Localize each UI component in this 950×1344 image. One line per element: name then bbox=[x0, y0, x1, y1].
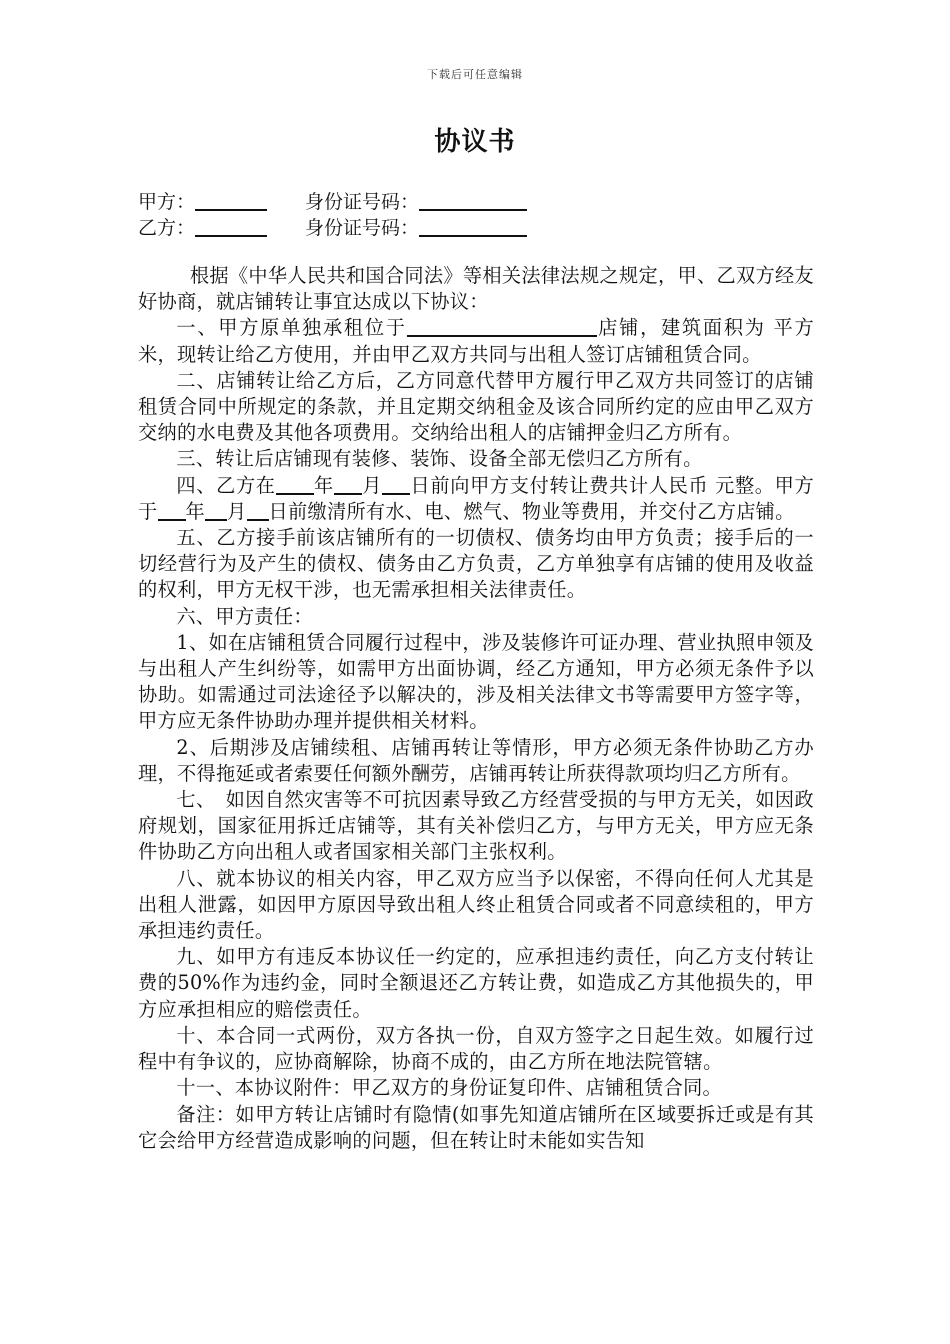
party-a-label: 甲方： bbox=[138, 191, 196, 213]
clause-6: 六、甲方责任： bbox=[176, 604, 313, 628]
document-title: 协议书 bbox=[434, 127, 516, 157]
party-a-line bbox=[138, 189, 527, 215]
clause-4-month-label-2: 月 bbox=[227, 499, 247, 523]
remark-paragraph: 备注：如甲方转让店铺时有隐情(如事先知道店铺所在区域要拆迁或是有其它会给甲方经营造成影响的问题，但在转让时未能如实告知 bbox=[138, 1102, 814, 1152]
settle-month-blank bbox=[205, 501, 227, 521]
party-b-line bbox=[138, 215, 527, 241]
preamble-paragraph: 根据《中华人民共和国合同法》等相关法律法规之规定，甲、乙双方经友好协商，就店铺转让事宜达成以下协议： bbox=[138, 264, 814, 314]
pay-year-blank bbox=[276, 475, 314, 495]
clause-10: 十、本合同一式两份，双方各执一份，自双方签字之日起生效。如履行过程中有争议的，应协商解除，协商不成的，由乙方所在地法院管辖。 bbox=[138, 1023, 814, 1074]
clause-4-month-label: 月 bbox=[361, 473, 383, 497]
party-b-id-blank bbox=[419, 215, 527, 237]
clause-4-text-d: 日前向甲方支付转让费共计人民币 元整。甲方于 bbox=[138, 473, 814, 523]
clause-4-text-a: 四、乙方在 bbox=[176, 473, 276, 497]
clause-1 bbox=[138, 315, 814, 367]
clause-8: 八、就本协议的相关内容，甲乙双方应当予以保密，不得向任何人尤其是出租人泄露，如因甲方原因导致出租人终止租赁合同或者不同意续租的，甲方承担违约责任。 bbox=[138, 866, 814, 943]
clause-3: 三、转让后店铺现有装修、装饰、设备全部无偿归乙方所有。 bbox=[176, 447, 703, 471]
clause-1-text-b: 店铺，建筑面积为 平方米，现转让给乙方使用，并由甲乙双方共同与出租人签订店铺租赁合同。 bbox=[138, 316, 814, 366]
clause-5: 五、乙方接手前该店铺所有的一切债权、债务均由甲方负责；接手后的一切经营行为及产生的债权、债务由乙方负责，乙方单独享有店铺的使用及收益的权利，甲方无权干涉，也无需承担相关法律责任。 bbox=[138, 526, 814, 602]
header-note: 下载后可任意编辑 bbox=[427, 68, 523, 81]
party-b-label: 乙方： bbox=[138, 217, 196, 239]
clause-9: 九、如甲方有违反本协议任一约定的，应承担违约责任，向乙方支付转让费的50%作为违约金，同时全额退还乙方转让费，如造成乙方其他损失的，甲方应承担相应的赔偿责任。 bbox=[138, 945, 814, 1021]
settle-year-blank bbox=[158, 501, 186, 521]
party-b-name-blank bbox=[195, 215, 267, 237]
party-a-id-blank bbox=[419, 189, 527, 211]
clause-2: 二、店铺转让给乙方后，乙方同意代替甲方履行甲乙双方共同签订的店铺租赁合同中所规定的条款，并且定期交纳租金及该合同所约定的应由甲乙双方交纳的水电费及其他各项费用。交纳给出租人的店铺押金归乙方所有。 bbox=[138, 368, 814, 445]
clause-1-text-a: 一、甲方原单独承租位于 bbox=[176, 316, 407, 340]
clause-6-item-1: 1、如在店铺租赁合同履行过程中，涉及装修许可证办理、营业执照申领及与出租人产生纠纷等，如需甲方出面协调，经乙方通知，甲方必须无条件予以协助。如需通过司法途径予以解决的，涉及相关法律文书等需要甲方签字等，甲方应无条件协助办理并提供相关材料。 bbox=[138, 630, 814, 733]
clause-6-item-2: 2、后期涉及店铺续租、店铺再转让等情形，甲方必须无条件协助乙方办理，不得拖延或者索要任何额外酬劳，店铺再转让所获得款项均归乙方所有。 bbox=[138, 735, 814, 785]
clause-4-text-g: 日前缴清所有水、电、燃气、物业等费用，并交付乙方店铺。 bbox=[268, 499, 795, 523]
clause-4-year-label: 年 bbox=[313, 473, 334, 497]
clause-11: 十一、本协议附件：甲乙双方的身份证复印件、店铺租赁合同。 bbox=[176, 1076, 723, 1100]
agreement-body bbox=[138, 263, 814, 1154]
clause-7: 七、 如因自然灾害等不可抗因素导致乙方经营受损的与甲方无关，如因政府规划，国家征用拆迁店铺等，其有关补偿归乙方，与甲方无关，甲方应无条件协助乙方向出租人或者国家相关部门主张权利。 bbox=[138, 788, 814, 864]
pay-month-blank bbox=[334, 475, 362, 495]
pay-day-blank bbox=[382, 475, 410, 495]
party-a-id-label: 身份证号码： bbox=[305, 191, 420, 213]
settle-day-blank bbox=[247, 501, 269, 521]
party-b-id-label: 身份证号码： bbox=[305, 217, 420, 239]
shop-address-blank bbox=[407, 317, 597, 337]
party-a-name-blank bbox=[195, 189, 267, 211]
clause-4-year-label-2: 年 bbox=[185, 499, 205, 523]
clause-4 bbox=[138, 473, 814, 525]
